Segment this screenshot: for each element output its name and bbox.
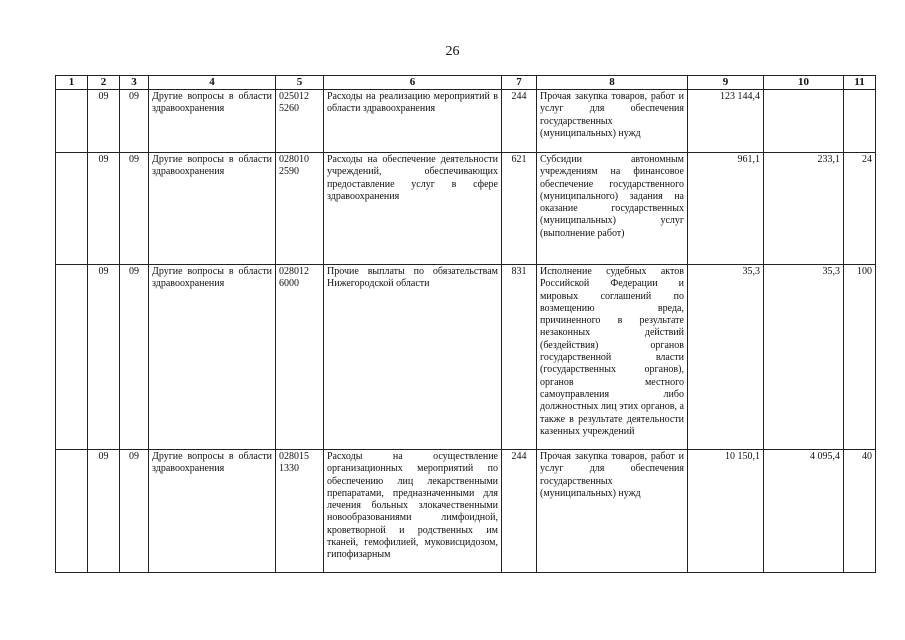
cell-executed: 35,3 — [764, 265, 844, 450]
cell-percent — [844, 90, 876, 153]
header-col-10: 10 — [764, 76, 844, 90]
cell-executed: 4 095,4 — [764, 450, 844, 573]
cell-subsection-name: Другие вопросы в области здравоохранения — [149, 450, 276, 573]
cell-target-name: Расходы на обеспечение деятельности учреждений, обеспечивающих предоставление услуг в сфере здравоохранения — [324, 153, 502, 265]
header-col-4: 4 — [149, 76, 276, 90]
cell-subsection: 09 — [120, 450, 149, 573]
cell-subsection: 09 — [120, 90, 149, 153]
cell-target-name: Расходы на реализацию мероприятий в области здравоохранения — [324, 90, 502, 153]
cell-expense-name: Исполнение судебных актов Российской Федерации и мировых соглашений по возмещению вреда, причиненного в результате незаконных действий (бездействия) органов государственной власти (государственных органов), органов местного самоуправления либо должностных лиц этих органов, а также в результате деятельности казенных учреждений — [537, 265, 688, 450]
cell-executed — [764, 90, 844, 153]
header-col-11: 11 — [844, 76, 876, 90]
cell-expense-name: Прочая закупка товаров, работ и услуг для обеспечения государственных (муниципальных) нужд — [537, 90, 688, 153]
cell-target-code: 028010 2590 — [276, 153, 324, 265]
header-col-8: 8 — [537, 76, 688, 90]
header-col-6: 6 — [324, 76, 502, 90]
cell-col1 — [56, 153, 88, 265]
cell-expense-code: 244 — [502, 90, 537, 153]
cell-planned: 961,1 — [688, 153, 764, 265]
table-row — [56, 265, 876, 450]
cell-section: 09 — [88, 450, 120, 573]
cell-planned: 123 144,4 — [688, 90, 764, 153]
header-col-3: 3 — [120, 76, 149, 90]
table-header-row — [56, 76, 876, 90]
cell-section: 09 — [88, 265, 120, 450]
cell-col1 — [56, 450, 88, 573]
header-col-7: 7 — [502, 76, 537, 90]
header-col-5: 5 — [276, 76, 324, 90]
cell-target-code: 025012 5260 — [276, 90, 324, 153]
cell-expense-name: Субсидии автономным учреждениям на финансовое обеспечение государственного (муниципального) задания на оказание государственных (муниципальных) услуг (выполнение работ) — [537, 153, 688, 265]
cell-percent: 40 — [844, 450, 876, 573]
cell-subsection-name: Другие вопросы в области здравоохранения — [149, 90, 276, 153]
header-col-1: 1 — [56, 76, 88, 90]
page-number: 26 — [445, 44, 460, 59]
cell-subsection: 09 — [120, 265, 149, 450]
table-row — [56, 90, 876, 153]
cell-target-name: Прочие выплаты по обязательствам Нижегородской области — [324, 265, 502, 450]
cell-expense-name: Прочая закупка товаров, работ и услуг для обеспечения государственных (муниципальных) нужд — [537, 450, 688, 573]
cell-percent: 100 — [844, 265, 876, 450]
cell-col1 — [56, 265, 88, 450]
cell-percent: 24 — [844, 153, 876, 265]
header-col-2: 2 — [88, 76, 120, 90]
cell-section: 09 — [88, 153, 120, 265]
cell-expense-code: 621 — [502, 153, 537, 265]
header-col-9: 9 — [688, 76, 764, 90]
cell-executed: 233,1 — [764, 153, 844, 265]
cell-subsection: 09 — [120, 153, 149, 265]
cell-planned: 35,3 — [688, 265, 764, 450]
cell-target-code: 028015 1330 — [276, 450, 324, 573]
cell-col1 — [56, 90, 88, 153]
cell-section: 09 — [88, 90, 120, 153]
cell-subsection-name: Другие вопросы в области здравоохранения — [149, 265, 276, 450]
cell-expense-code: 244 — [502, 450, 537, 573]
budget-table — [55, 75, 876, 573]
cell-target-name: Расходы на осуществление организационных мероприятий по обеспечению лиц лекарственными препаратами, предназначенными для лечения больных злокачественными новообразованиями лимфоидной, кроветворной и родственных им тканей, гемофилией, муковисцидозом, гипофизарным — [324, 450, 502, 573]
cell-subsection-name: Другие вопросы в области здравоохранения — [149, 153, 276, 265]
cell-expense-code: 831 — [502, 265, 537, 450]
table-row — [56, 450, 876, 573]
table-row — [56, 153, 876, 265]
cell-target-code: 028012 6000 — [276, 265, 324, 450]
cell-planned: 10 150,1 — [688, 450, 764, 573]
